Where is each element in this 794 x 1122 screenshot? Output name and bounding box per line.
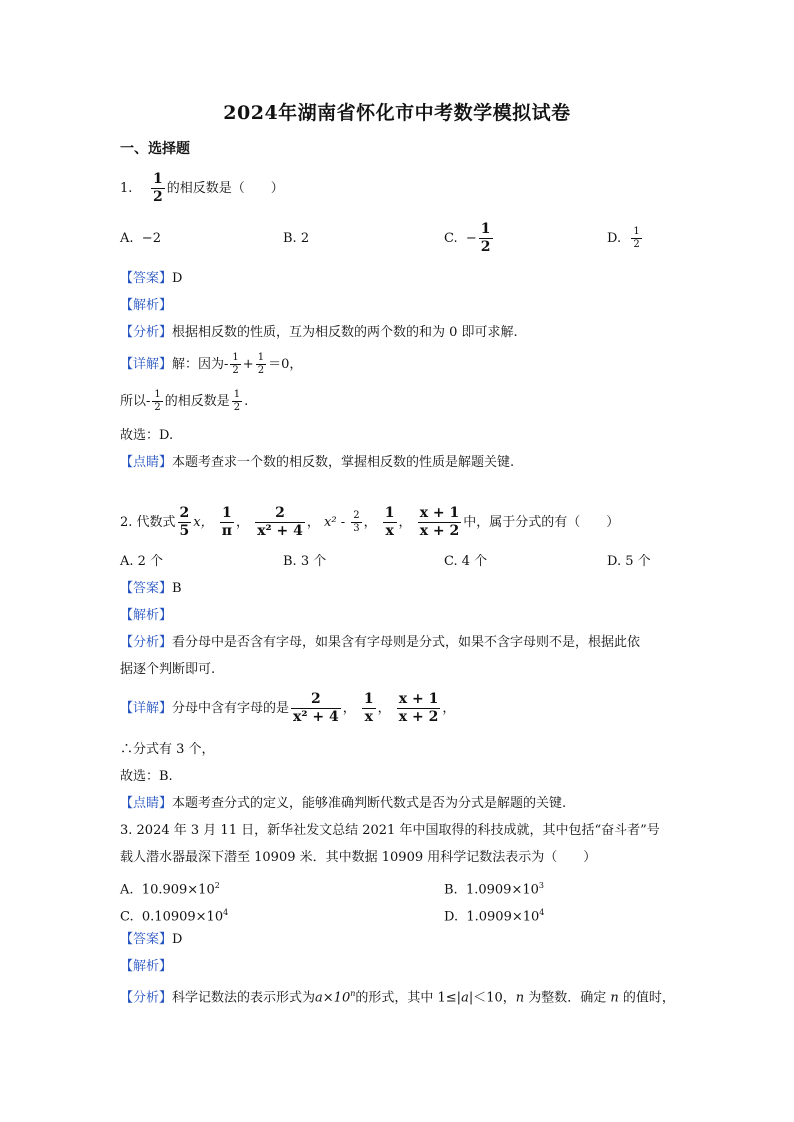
question-number: 1. xyxy=(120,181,133,196)
option-b: B. $1.0909\times 10^3$ xyxy=(444,881,544,898)
fenxi-line: 【分析】根据相反数的性质，互为相反数的两个数的和为 0 即可求解. xyxy=(120,325,518,340)
answer-line: 【答案】D xyxy=(120,932,183,947)
question-1-stem: 1. $\frac{1}{2}$ 的相反数是（ ） xyxy=(120,171,284,205)
answer-line: 【答案】B xyxy=(120,581,182,596)
fenxi-line: 【分析】科学记数法的表示形式为$a\times 10^n$的形式，其中 1≤|a|＜10，n 为整数．确定 n 的值时， xyxy=(120,989,675,1006)
option-d: D. 5 个 xyxy=(607,554,651,569)
fraction: $\frac{1}{2}$ xyxy=(152,171,163,205)
option-c: C. − $\frac{1}{2}$ xyxy=(444,221,491,255)
option-d: D. $1.0909\times 10^4$ xyxy=(444,908,545,925)
page-title: 2024年湖南省怀化市中考数学模拟试卷 xyxy=(223,102,571,124)
dianjing-line: 【点睛】本题考查分式的定义，能够准确判断代数式是否为分式是解题的关键. xyxy=(120,796,567,811)
question-3-line-2: 载人潜水器最深下潜至 10909 米．其中数据 10909 用科学记数法表示为（ ） xyxy=(120,850,597,865)
option-a: A. −2 xyxy=(120,231,161,246)
detail-line: 【详解】解：因为- $\frac{1}{2}$ + $\frac{1}{2}$ ＝0， xyxy=(120,352,303,376)
option-d: D. $\frac{1}{2}$ xyxy=(607,226,640,250)
option-b: B. 3 个 xyxy=(283,554,327,569)
question-3-line-1: 3. 2024 年 3 月 11 日，新华社发文总结 2021 年中国取得的科技成就，其中包括“奋斗者”号 xyxy=(120,823,660,838)
analysis-tag: 【解析】 xyxy=(120,298,173,313)
question-2-stem: 2. 代数式 $\frac{2}{5}$ x， $\frac{1}{\pi}$ ， $\frac{2}{\text{x² + 4}}$ ， x² - $\frac{2}{3}$ ， $\frac{1}{x}$ ， $\frac{x + 1}{x + 2}$ 中，属于分式的有（ ） xyxy=(120,505,620,539)
option-a: A. 2 个 xyxy=(120,554,164,569)
choose-line: 故选：B. xyxy=(120,769,173,784)
fenxi-line-2: 据逐个判断即可. xyxy=(120,662,216,677)
detail-line: 【详解】分母中含有字母的是 $\frac{2}{\text{x² + 4}}$ ， $\frac{1}{x}$ ， $\frac{x + 1}{x + 2}$ ， xyxy=(120,691,456,725)
option-b: B. 2 xyxy=(283,231,310,246)
option-a: A. $10.909\times 10^2$ xyxy=(120,881,220,898)
choose-line: 故选：D. xyxy=(120,428,174,443)
answer-line: 【答案】D xyxy=(120,271,183,286)
option-c: C. 4 个 xyxy=(444,554,488,569)
detail-line-2: 所以- $\frac{1}{2}$ 的相反数是 $\frac{1}{2}$ . xyxy=(120,389,249,413)
option-c: C. $0.10909\times 10^4$ xyxy=(120,908,229,925)
analysis-tag: 【解析】 xyxy=(120,959,173,974)
analysis-tag: 【解析】 xyxy=(120,608,173,623)
dianjing-line: 【点睛】本题考查求一个数的相反数，掌握相反数的性质是解题关键. xyxy=(120,455,515,470)
section-heading: 一、选择题 xyxy=(120,141,190,157)
fenxi-line: 【分析】看分母中是否含有字母，如果含有字母则是分式，如果不含字母则不是，根据此依 xyxy=(120,635,641,650)
conclusion-line: ∴分式有 3 个， xyxy=(120,742,215,757)
